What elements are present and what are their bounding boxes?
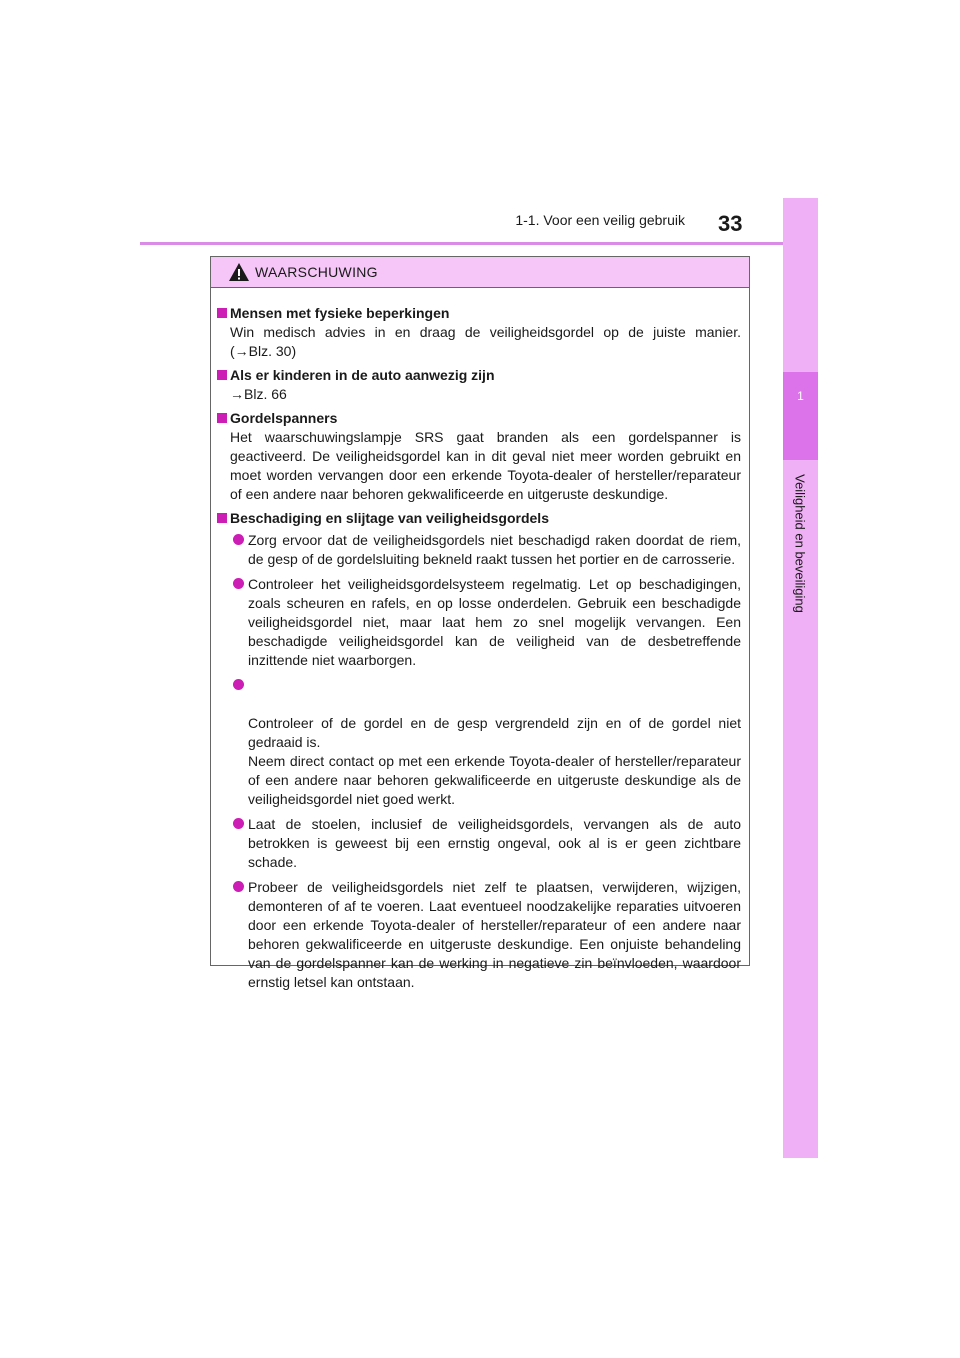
chapter-number: 1 [797,389,804,403]
list-item [217,575,741,670]
section-title: 1-1. Voor een veilig gebruik [515,212,685,228]
section-text [217,323,741,361]
text-line: Win medisch advies in en draag de veiligheidsgordel op de juiste manier. [230,324,741,340]
bullet-dot-icon [233,818,244,829]
page-number: 33 [718,211,743,236]
list-item [217,815,741,872]
warning-header [211,257,749,288]
section-heading: Als er kinderen in de auto aanwezig zijn [217,366,741,385]
bullet-dot-icon [233,534,244,545]
bullet-dot-icon [233,679,244,690]
warning-title: WAARSCHUWING [255,264,378,280]
list-item-text: Probeer de veiligheidsgordels niet zelf te plaatsen, verwijderen, wijzigen, demonteren of af te voeren. Laat eventueel noodzakelijke reparaties uitvoeren door een erkende Toyota-dealer of hersteller/reparateur of een andere naar behoren gekwalificeerde en uitgeruste deskundige. Een onjuiste behandeling van de gordelspanner kan de werking in negatieve zin beïnvloeden, waardoor ernstig letsel kan ontstaan. [248,879,741,990]
chapter-label: Veiligheid en beveiliging [792,474,808,613]
bullet-dot-icon [233,881,244,892]
section-heading: Beschadiging en slijtage van veiligheidsgordels [217,509,741,528]
list-item-text: Laat de stoelen, inclusief de veiligheidsgordels, vervangen als de auto betrokken is geweest bij een ernstig ongeval, ook al is er geen zichtbare schade. [248,816,741,870]
list-item-text: Zorg ervoor dat de veiligheidsgordels niet beschadigd raken doordat de riem, de gesp of de gordelsluiting bekneld raakt tussen het portier en de carrosserie. [248,532,741,567]
list-item [217,676,741,809]
header-rule [140,242,818,245]
warning-body [211,288,749,992]
warning-icon [228,262,250,282]
section-text: →Blz. 66 [230,386,287,402]
bullet-dot-icon [233,578,244,589]
text-line: (→Blz. 30) [230,343,297,359]
warning-box [210,256,750,990]
section-text: Het waarschuwingslampje SRS gaat branden als een gordelspanner is geactiveerd. De veiligheidsgordel kan in dit geval niet meer worden gebruikt en moet worden vervangen door een erkende Toyota-dealer of hersteller/reparateur of een andere naar behoren gekwalificeerde en uitgeruste deskundige. [230,429,741,502]
section-heading: Gordelspanners [217,409,741,428]
list-item [217,878,741,992]
list-item-text: Controleer of de gordel en de gesp vergrendeld zijn en of de gordel niet gedraaid is. Neem direct contact op met een erkende Toyota-dealer of hersteller/reparateur of een andere naar behoren gekwalificeerde en uitgeruste deskundige als de veiligheidsgordel niet goed werkt. [248,715,741,807]
list-item-text: Controleer het veiligheidsgordelsysteem regelmatig. Let op beschadigingen, zoals scheuren en rafels, en op losse onderdelen. Gebruik een beschadigde veiligheidsgordel niet, maar laat hem zo snel mogelijk vervangen. Een beschadigde veiligheidsgordel kan de veiligheid van de desbetreffende inzittende niet waarborgen. [248,576,741,668]
chapter-side-tab [783,198,818,1158]
list-item [217,531,741,569]
section-heading: Mensen met fysieke beperkingen [217,304,741,323]
chapter-number-tab [783,372,818,460]
